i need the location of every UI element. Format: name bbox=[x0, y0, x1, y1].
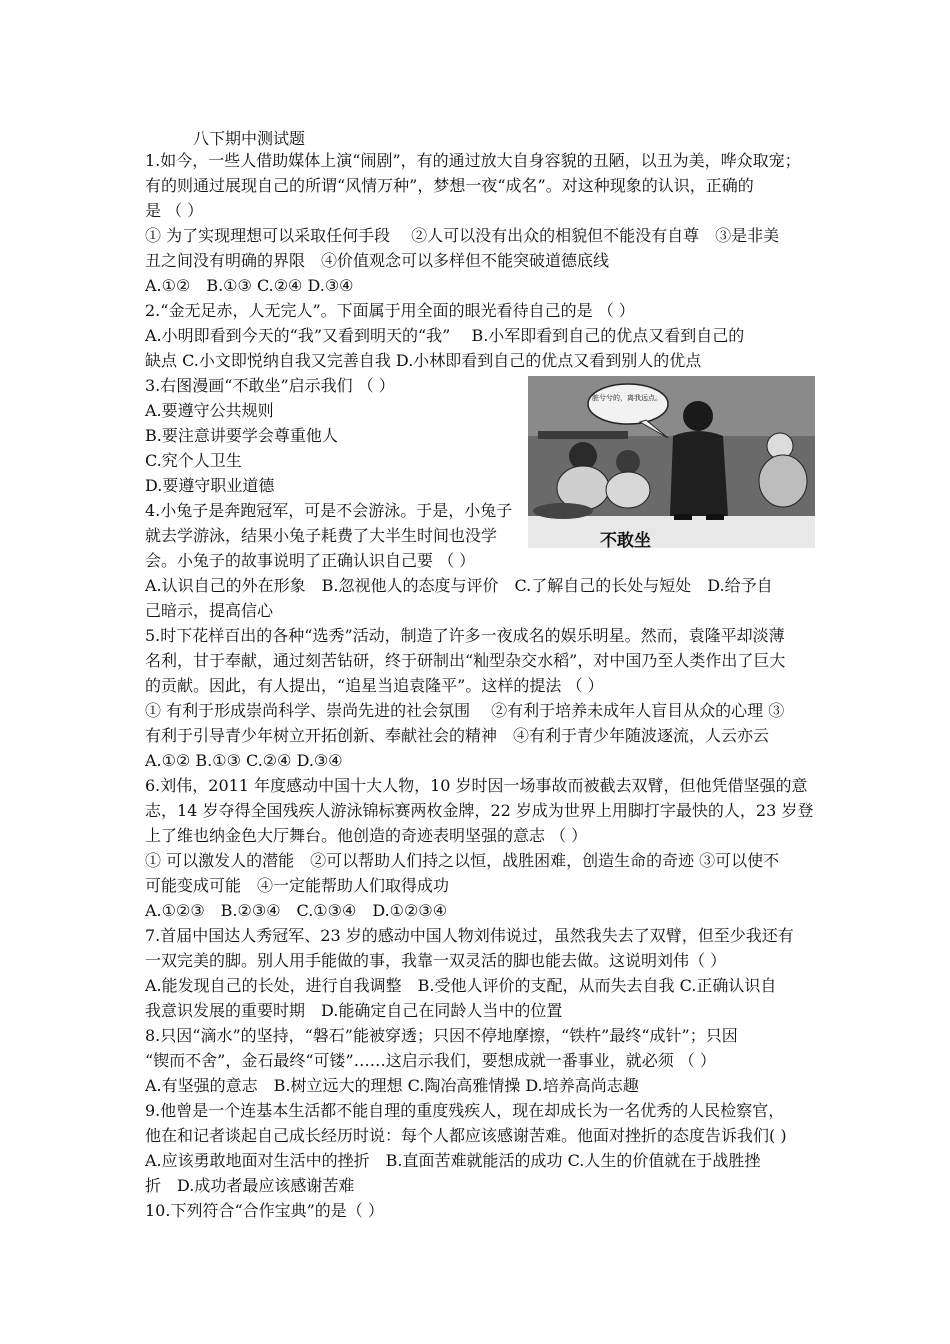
text-line: A.①②③ B.②③④ C.①③④ D.①②③④ bbox=[145, 901, 448, 920]
text-line: 丑之间没有明确的界限 ④价值观念可以多样但不能突破道德底线 bbox=[145, 251, 610, 270]
text-line: 有的则通过展现自己的所谓“风情万种”，梦想一夜“成名”。对这种现象的认识，正确的 bbox=[145, 176, 754, 195]
page-title: 八下期中测试题 bbox=[193, 129, 306, 148]
text-line: A.要遵守公共规则 bbox=[145, 401, 274, 420]
text-line: 志，14 岁夺得全国残疾人游泳锦标赛两枚金牌，22 岁成为世界上用脚打字最快的人，23 岁登 bbox=[145, 801, 814, 820]
text-line: 5.时下花样百出的各种“选秀”活动，制造了许多一夜成名的娱乐明星。然而，袁隆平却淡薄 bbox=[145, 626, 785, 645]
text-line: A.有坚强的意志 B.树立远大的理想 C.陶冶高雅情操 D.培养高尚志趣 bbox=[145, 1076, 639, 1095]
cartoon-drawing bbox=[528, 376, 815, 548]
text-line: A.认识自己的外在形象 B.忽视他人的态度与评价 C.了解自己的长处与短处 D.给予自 bbox=[145, 576, 773, 595]
text-line: A.①② B.①③ C.②④ D.③④ bbox=[145, 751, 343, 770]
text-line: “锲而不舍”，金石最终“可镂”……这启示我们，要想成就一番事业，就必须 （ ） bbox=[145, 1051, 716, 1070]
text-line: B.要注意讲要学会尊重他人 bbox=[145, 426, 338, 445]
text-line: 一双完美的脚。别人用手能做的事，我靠一双灵活的脚也能去做。这说明刘伟（ ） bbox=[145, 951, 727, 970]
question-body bbox=[145, 148, 815, 1223]
text-line: 我意识发展的重要时期 D.能确定自己在同龄人当中的位置 bbox=[145, 1001, 563, 1020]
text-line: 就去学游泳，结果小兔子耗费了大半生时间也没学 bbox=[145, 526, 498, 545]
text-line: 1.如今，一些人借助媒体上演“闹剧”，有的通过放大自身容貌的丑陋，以丑为美，哗众取宠； bbox=[145, 151, 801, 170]
cartoon-image bbox=[528, 376, 815, 548]
text-line: A.应该勇敢地面对生活中的挫折 B.直面苦难就能活的成功 C.人生的价值就在于战胜挫 bbox=[145, 1151, 761, 1170]
text-line: 3.右图漫画“不敢坐”启示我们 （ ） bbox=[145, 376, 395, 395]
text-line: 10.下列符合“合作宝典”的是（ ） bbox=[145, 1201, 384, 1220]
text-line: 可能变成可能 ④一定能帮助人们取得成功 bbox=[145, 876, 450, 895]
text-line: 己暗示，提高信心 bbox=[145, 601, 274, 620]
text-line: A.小明即看到今天的“我”又看到明天的“我” B.小军即看到自己的优点又看到自己的 bbox=[145, 326, 745, 345]
text-line: ① 可以激发人的潜能 ②可以帮助人们持之以恒，战胜困难，创造生命的奇迹 ③可以使不 bbox=[145, 851, 780, 870]
text-line: 8.只因“滴水”的坚持，“磐石”能被穿透；只因不停地摩擦，“铁杵”最终“成针”；只因 bbox=[145, 1026, 738, 1045]
text-line: 4.小兔子是奔跑冠军，可是不会游泳。于是，小兔子 bbox=[145, 501, 513, 520]
text-line: 上了维也纳金色大厅舞台。他创造的奇迹表明坚强的意志 （ ） bbox=[145, 826, 588, 845]
text-line: 会。小兔子的故事说明了正确认识自己要 （ ） bbox=[145, 551, 476, 570]
text-line: ① 有利于形成崇尚科学、崇尚先进的社会氛围 ②有利于培养未成年人盲目从众的心理 ③ bbox=[145, 701, 785, 720]
text-line: 9.他曾是一个连基本生活都不能自理的重度残疾人，现在却成长为一名优秀的人民检察官， bbox=[145, 1101, 785, 1120]
text-line: C.究个人卫生 bbox=[145, 451, 242, 470]
text-line: 是 （ ） bbox=[145, 201, 204, 220]
text-line: 的贡献。因此，有人提出，“追星当追袁隆平”。这样的提法 （ ） bbox=[145, 676, 604, 695]
text-line: 有利于引导青少年树立开拓创新、奉献社会的精神 ④有利于青少年随波逐流，人云亦云 bbox=[145, 726, 770, 745]
text-line: ① 为了实现理想可以采取任何手段 ②人可以没有出众的相貌但不能没有自尊 ③是非美 bbox=[145, 226, 780, 245]
text-line: A.能发现自己的长处，进行自我调整 B.受他人评价的支配，从而失去自我 C.正确认识自 bbox=[145, 976, 777, 995]
cartoon-caption: 不敢坐 bbox=[600, 531, 651, 548]
text-line: 他在和记者谈起自己成长经历时说：每个人都应该感谢苦难。他面对挫折的态度告诉我们( ) bbox=[145, 1126, 787, 1145]
text-line: 名利，甘于奉献，通过刻苦钻研，终于研制出“籼型杂交水稻”，对中国乃至人类作出了巨大 bbox=[145, 651, 786, 670]
text-line: 6.刘伟，2011 年度感动中国十大人物，10 岁时因一场事故而被截去双臂，但他凭借坚强的意 bbox=[145, 776, 808, 795]
text-line: 折 D.成功者最应该感谢苦难 bbox=[145, 1176, 355, 1195]
text-line: 2.“金无足赤，人无完人”。下面属于用全面的眼光看待自己的是 （ ） bbox=[145, 301, 635, 320]
text-line: D.要遵守职业道德 bbox=[145, 476, 275, 495]
text-line: A.①② B.①③ C.②④ D.③④ bbox=[145, 276, 354, 295]
text-line: 缺点 C.小文即悦纳自我又完善自我 D.小林即看到自己的优点又看到别人的优点 bbox=[145, 351, 702, 370]
speech-bubble-text: 脏兮兮的，离我远点。 bbox=[592, 394, 662, 402]
text-line: 7.首届中国达人秀冠军、23 岁的感动中国人物刘伟说过，虽然我失去了双臂，但至少我还有 bbox=[145, 926, 794, 945]
